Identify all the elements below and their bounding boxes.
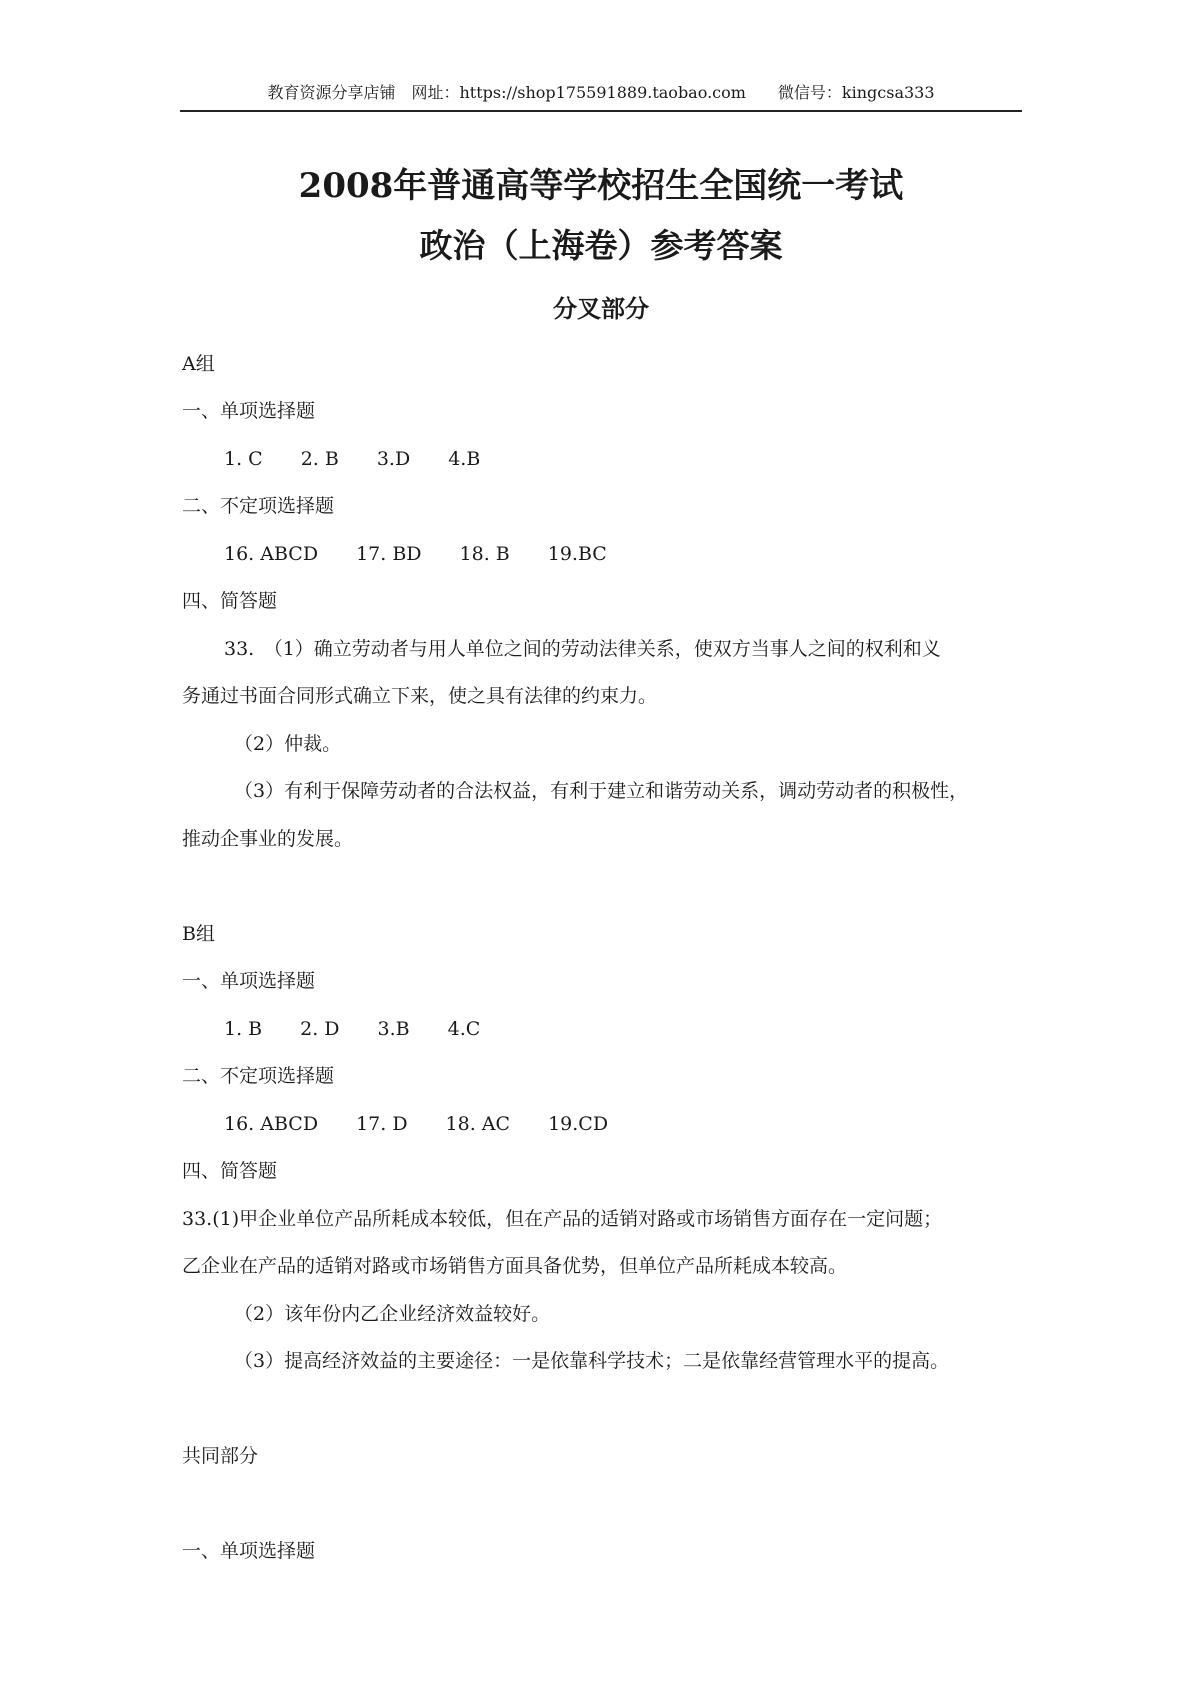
header-rule (180, 110, 1022, 112)
group-a-q33-part1-line1: 33. （1）确立劳动者与用人单位之间的劳动法律关系，使双方当事人之间的权利和义 (224, 638, 941, 660)
group-b-multi-heading: 二、不定项选择题 (182, 1065, 335, 1087)
group-a-label: A组 (182, 353, 215, 375)
common-single-heading: 一、单项选择题 (182, 1540, 316, 1562)
section-title: 分叉部分 (553, 294, 649, 323)
group-a-multi-answers: 16. ABCD 17. BD 18. B 19.BC (224, 543, 607, 565)
group-b-q33-part3: （3）提高经济效益的主要途径：一是依靠科学技术；二是依靠经营管理水平的提高。 (234, 1350, 950, 1372)
group-a-short-heading: 四、简答题 (182, 590, 278, 612)
group-a-q33-part3-line2: 推动企事业的发展。 (182, 828, 354, 850)
group-a-q33-part2: （2）仲裁。 (234, 733, 342, 755)
group-a-q33-part1-line2: 务通过书面合同形式确立下来，使之具有法律的约束力。 (182, 685, 658, 707)
group-b-label: B组 (182, 923, 215, 945)
group-a-single-heading: 一、单项选择题 (182, 400, 316, 422)
group-a-single-answers: 1. C 2. B 3.D 4.B (224, 448, 481, 470)
group-b-single-answers: 1. B 2. D 3.B 4.C (224, 1018, 481, 1040)
group-b-q33-part1-line2: 乙企业在产品的适销对路或市场销售方面具备优势，但单位产品所耗成本较高。 (182, 1255, 848, 1277)
group-b-q33-part2: （2）该年份内乙企业经济效益较好。 (234, 1303, 551, 1325)
group-a-q33-part3-line1: （3）有利于保障劳动者的合法权益，有利于建立和谐劳动关系，调动劳动者的积极性， (234, 780, 969, 802)
group-b-q33-part1-line1: 33.(1)甲企业单位产品所耗成本较低，但在产品的适销对路或市场销售方面存在一定问题； (182, 1208, 943, 1230)
group-b-single-heading: 一、单项选择题 (182, 970, 316, 992)
page-header: 教育资源分享店铺 网址：https://shop175591889.taobao.com 微信号：kingcsa333 (267, 83, 935, 102)
group-b-multi-answers: 16. ABCD 17. D 18. AC 19.CD (224, 1113, 609, 1135)
exam-title: 2008年普通高等学校招生全国统一考试 (298, 166, 904, 206)
group-a-multi-heading: 二、不定项选择题 (182, 495, 335, 517)
exam-subtitle: 政治（上海卷）参考答案 (419, 226, 783, 265)
group-b-short-heading: 四、简答题 (182, 1160, 278, 1182)
common-section-label: 共同部分 (182, 1445, 259, 1467)
